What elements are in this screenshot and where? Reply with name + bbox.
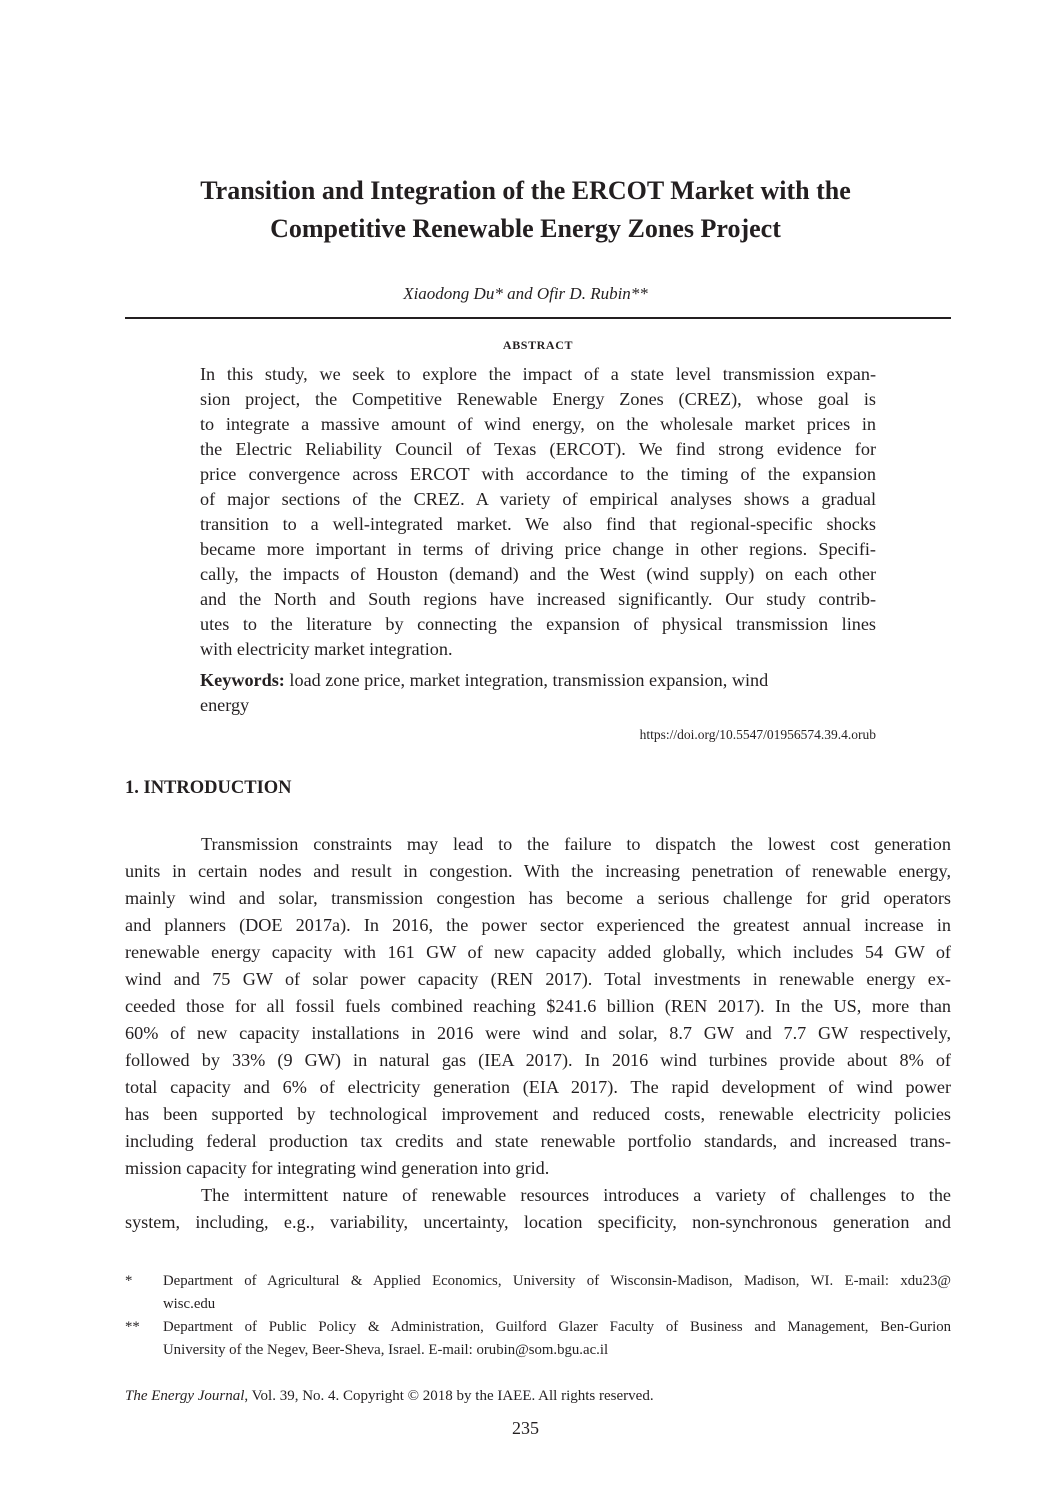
- body-line: mission capacity for integrating wind generation into grid.: [125, 1158, 550, 1178]
- footnote-mark: *: [125, 1273, 133, 1289]
- abstract-line: and the North and South regions have increased significantly. Our study contrib-: [200, 589, 876, 609]
- body-line: 60% of new capacity installations in 2016 were wind and solar, 8.7 GW and 7.7 GW respectively,: [125, 1023, 951, 1043]
- body-line: including federal production tax credits and state renewable portfolio standards, and increased trans-: [125, 1131, 951, 1151]
- journal-citation: [125, 1386, 654, 1406]
- abstract-line: the Electric Reliability Council of Texas (ERCOT). We find strong evidence for: [200, 439, 876, 459]
- abstract-heading: ABSTRACT: [502, 338, 574, 352]
- introduction-body: [125, 831, 951, 1236]
- doi-link[interactable]: https://doi.org/10.5547/01956574.39.4.orub: [639, 727, 876, 742]
- abstract-body: [200, 362, 876, 662]
- keywords-block: [200, 668, 876, 718]
- keywords-text: load zone price, market integration, transmission expansion, wind: [284, 670, 769, 690]
- body-line: total capacity and 6% of electricity generation (EIA 2017). The rapid development of wind power: [125, 1077, 951, 1097]
- footnote-line: Department of Public Policy & Administration, Guilford Glazer Faculty of Business and Management, Ben-Gurion: [163, 1319, 951, 1335]
- author-list: Xiaodong Du* and Ofir D. Rubin**: [403, 284, 648, 303]
- abstract-line: utes to the literature by connecting the expansion of physical transmission lines: [200, 614, 876, 634]
- body-line: units in certain nodes and result in congestion. With the increasing penetration of renewable energy,: [125, 861, 951, 881]
- body-line: followed by 33% (9 GW) in natural gas (IEA 2017). In 2016 wind turbines provide about 8% of: [125, 1050, 951, 1070]
- journal-details: , Vol. 39, No. 4. Copyright © 2018 by the IAEE. All rights reserved.: [244, 1388, 654, 1404]
- body-line: and planners (DOE 2017a). In 2016, the power sector experienced the greatest annual increase in: [125, 915, 951, 935]
- abstract-line: price convergence across ERCOT with accordance to the timing of the expansion: [200, 464, 876, 484]
- body-line: Transmission constraints may lead to the failure to dispatch the lowest cost generation: [201, 834, 951, 854]
- keywords-line-2: energy: [200, 695, 250, 715]
- abstract-line: to integrate a massive amount of wind energy, on the wholesale market prices in: [200, 414, 876, 434]
- footnote-line: University of the Negev, Beer-Sheva, Israel. E-mail: orubin@som.bgu.ac.il: [163, 1342, 609, 1358]
- abstract-line: of major sections of the CREZ. A variety of empirical analyses shows a gradual: [200, 489, 876, 509]
- title-line-1: Transition and Integration of the ERCOT Market with the: [200, 176, 851, 205]
- keywords-label: Keywords:: [200, 670, 285, 690]
- body-line: mainly wind and solar, transmission congestion has become a serious challenge for grid operators: [125, 888, 951, 908]
- section-heading-introduction: 1. INTRODUCTION: [125, 778, 292, 798]
- footnote-line: wisc.edu: [163, 1296, 216, 1312]
- footnote-line: Department of Agricultural & Applied Economics, University of Wisconsin-Madison, Madison, WI. E-mail: xdu23@: [163, 1273, 951, 1289]
- body-line: renewable energy capacity with 161 GW of new capacity added globally, which includes 54 GW of: [125, 942, 951, 962]
- body-line: The intermittent nature of renewable resources introduces a variety of challenges to the: [201, 1185, 951, 1205]
- body-line: system, including, e.g., variability, uncertainty, location specificity, non-synchronous generation and: [125, 1212, 951, 1232]
- abstract-line: transition to a well-integrated market. We also find that regional-specific shocks: [200, 514, 876, 534]
- abstract-line: with electricity market integration.: [200, 639, 453, 659]
- abstract-line: became more important in terms of driving price change in other regions. Specifi-: [200, 539, 876, 559]
- journal-name: The Energy Journal: [125, 1388, 245, 1404]
- footnote-2: [125, 1316, 951, 1362]
- abstract-line: cally, the impacts of Houston (demand) and the West (wind supply) on each other: [200, 564, 876, 584]
- body-line: has been supported by technological improvement and reduced costs, renewable electricity policies: [125, 1104, 951, 1124]
- footnote-mark: **: [125, 1319, 140, 1335]
- abstract-line: sion project, the Competitive Renewable Energy Zones (CREZ), whose goal is: [200, 389, 876, 409]
- body-line: ceeded those for all fossil fuels combined reaching $241.6 billion (REN 2017). In the US, more than: [125, 996, 951, 1016]
- body-line: wind and 75 GW of solar power capacity (REN 2017). Total investments in renewable energy ex-: [125, 969, 951, 989]
- keywords-line-1: [200, 668, 876, 693]
- title-rule: [125, 317, 951, 319]
- footnotes: [125, 1270, 951, 1362]
- title-line-2: Competitive Renewable Energy Zones Project: [270, 214, 781, 243]
- footnote-1: [125, 1270, 951, 1316]
- page-number: 235: [512, 1418, 539, 1438]
- paper-title: [100, 172, 951, 248]
- abstract-line: In this study, we seek to explore the impact of a state level transmission expan-: [200, 364, 876, 384]
